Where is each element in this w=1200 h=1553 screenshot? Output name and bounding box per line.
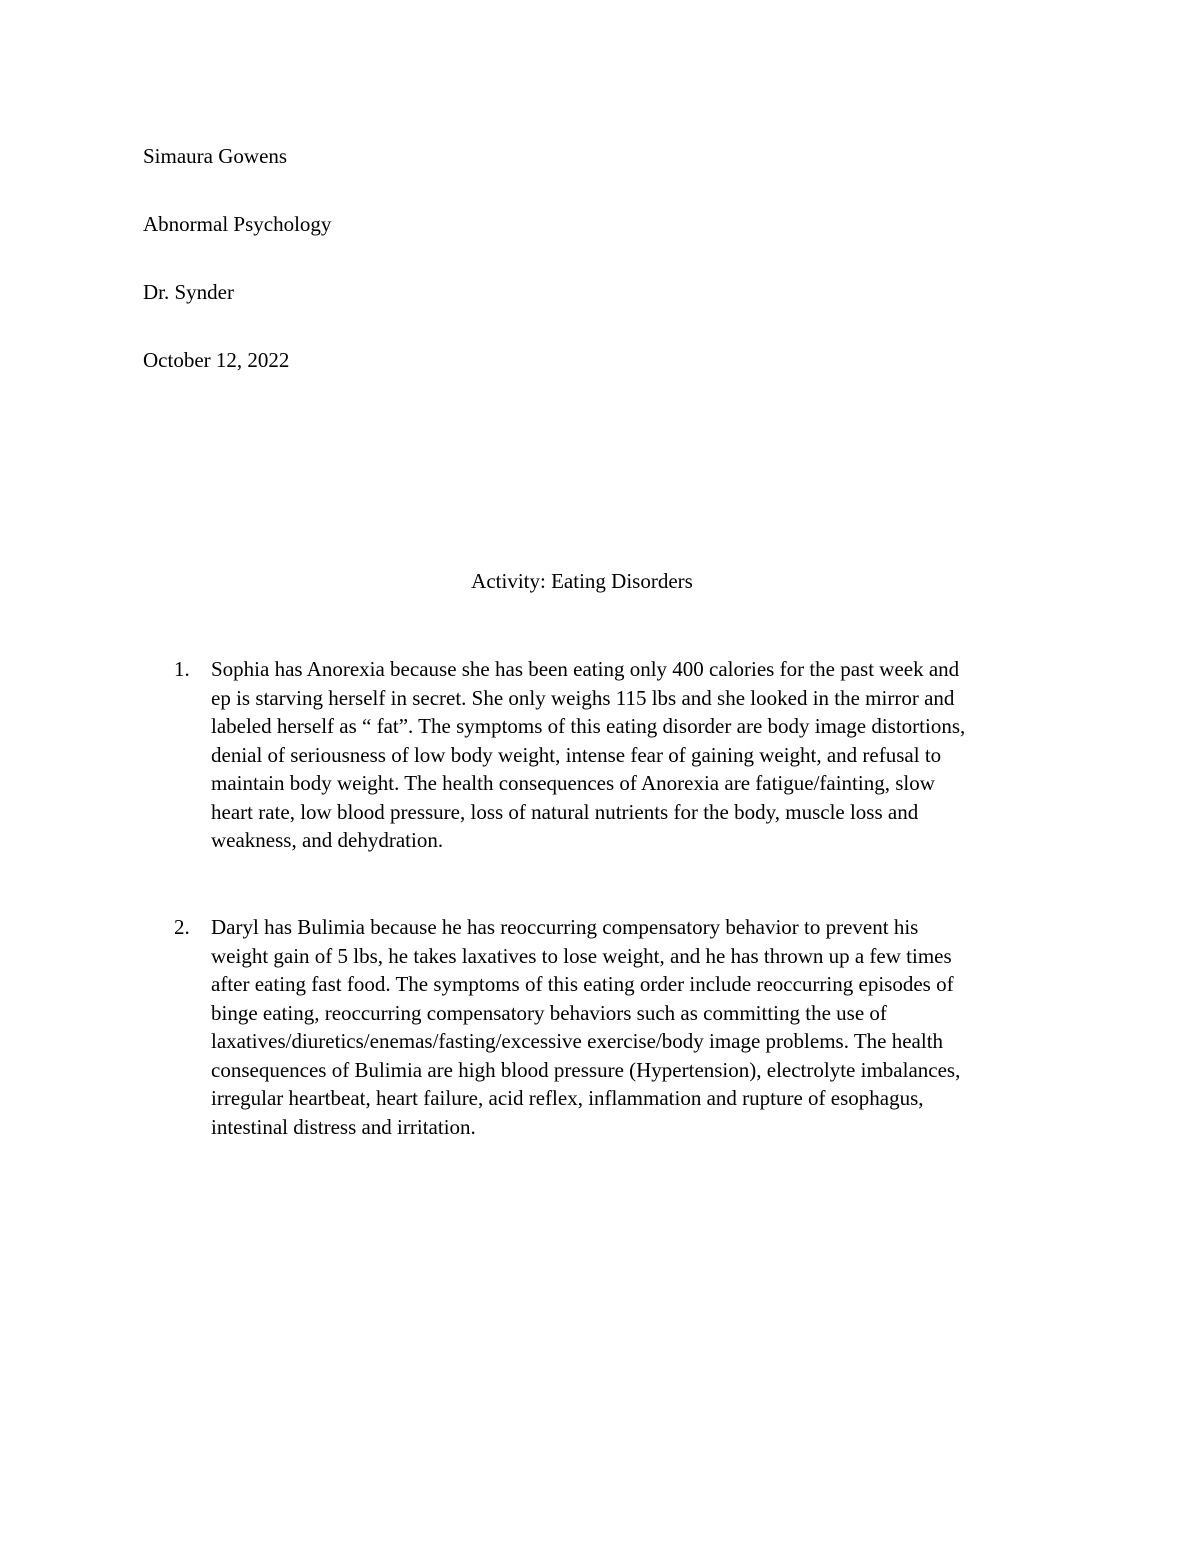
paragraph-line: weakness, and dehydration. bbox=[211, 828, 444, 852]
paragraph-line: after eating fast food. The symptoms of this eating order include reoccurring episodes of bbox=[211, 972, 954, 996]
list-item-paragraph bbox=[211, 655, 1063, 855]
paragraph-line: laxatives/diuretics/enemas/fasting/excessive exercise/body image problems. The health bbox=[211, 1029, 944, 1053]
document-title: Activity: Eating Disorders bbox=[471, 569, 693, 593]
list-item-number: 2. bbox=[174, 915, 190, 939]
paragraph-line: ep is starving herself in secret. She only weighs 115 lbs and she looked in the mirror and bbox=[211, 685, 955, 710]
paragraph-line: irregular heartbeat, heart failure, acid reflex, inflammation and rupture of esophagus, bbox=[211, 1086, 924, 1110]
document-date: October 12, 2022 bbox=[143, 348, 290, 372]
paragraph-line: denial of seriousness of low body weight, intense fear of gaining weight, and refusal to bbox=[211, 742, 942, 767]
paragraph-line: weight gain of 5 lbs, he takes laxatives to lose weight, and he has thrown up a few times bbox=[211, 943, 952, 968]
course-name: Abnormal Psychology bbox=[143, 212, 332, 236]
list-item-paragraph bbox=[211, 913, 1063, 1141]
paragraph-line: labeled herself as “ fat”. The symptoms of this eating disorder are body image distortions, bbox=[211, 714, 966, 738]
list-item-number: 1. bbox=[174, 657, 190, 681]
paragraph-line: Daryl has Bulimia because he has reoccurring compensatory behavior to prevent his bbox=[211, 915, 919, 939]
student-name: Simaura Gowens bbox=[143, 144, 288, 168]
paragraph-line: heart rate, low blood pressure, loss of natural nutrients for the body, muscle loss and bbox=[211, 799, 919, 824]
paragraph-line: maintain body weight. The health consequences of Anorexia are fatigue/fainting, slow bbox=[211, 771, 935, 795]
paragraph-line: intestinal distress and irritation. bbox=[211, 1114, 476, 1139]
paragraph-line: binge eating, reoccurring compensatory behaviors such as committing the use of bbox=[211, 1000, 887, 1025]
professor-name: Dr. Synder bbox=[143, 280, 234, 304]
paragraph-line: consequences of Bulimia are high blood pressure (Hypertension), electrolyte imbalances, bbox=[211, 1057, 961, 1082]
paragraph-line: Sophia has Anorexia because she has been eating only 400 calories for the past week and bbox=[211, 657, 960, 681]
